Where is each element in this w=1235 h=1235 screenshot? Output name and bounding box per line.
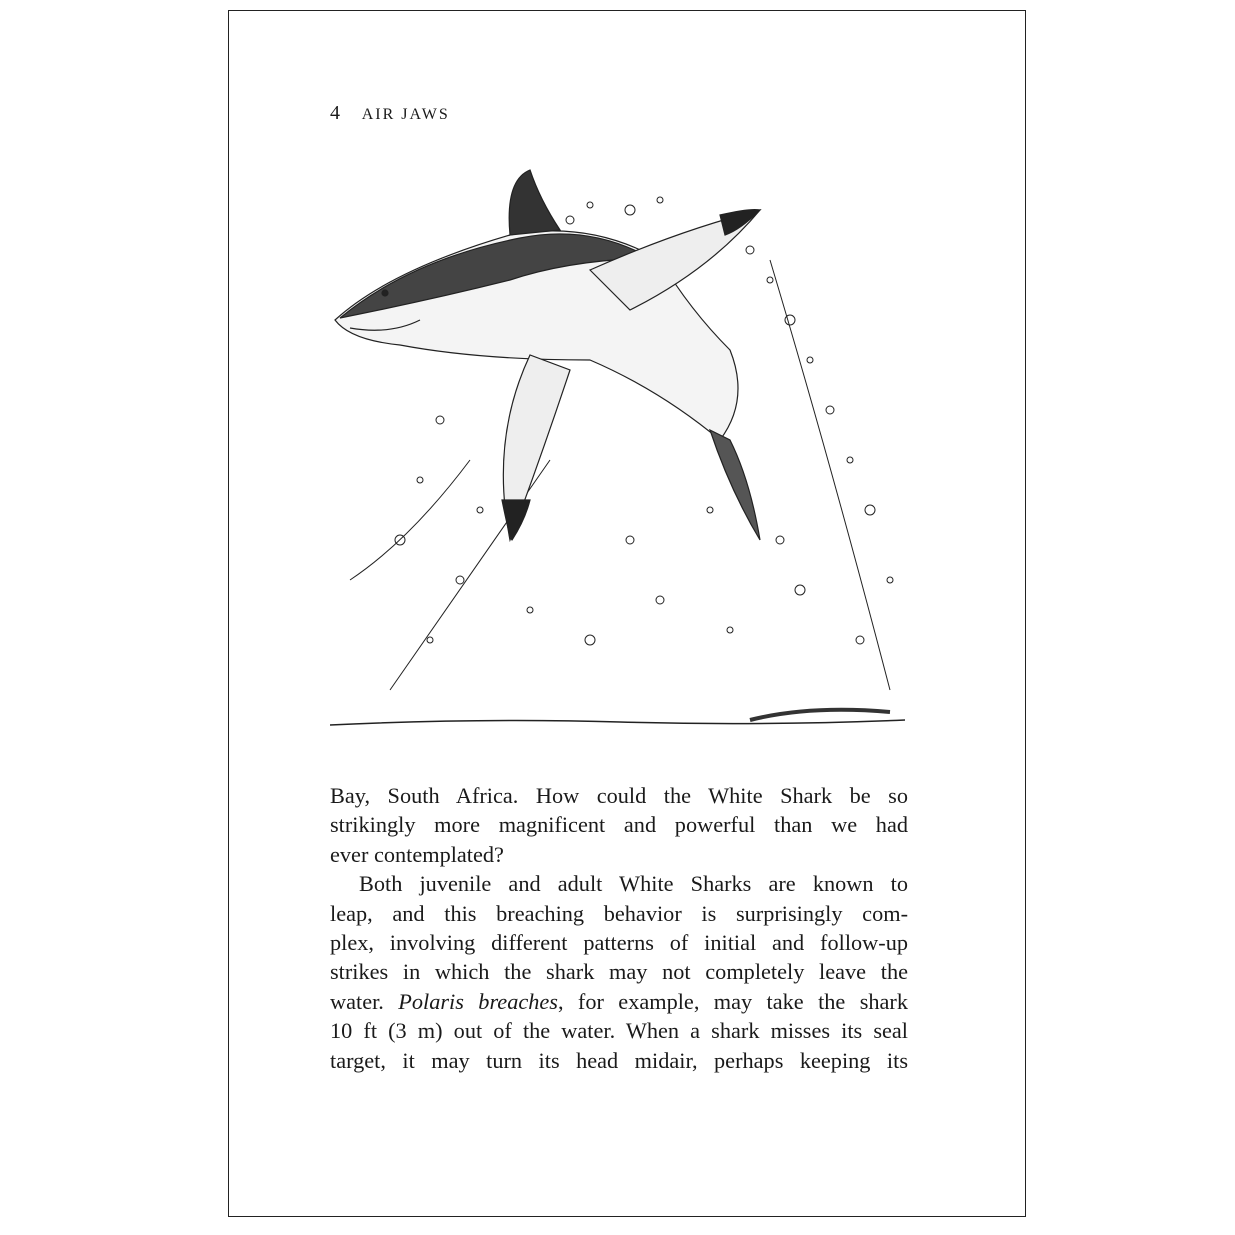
page-number: 4 [330,102,342,124]
text-line: target, it may turn its head midair, perhaps keeping its [330,1047,908,1073]
text-line: strikes in which the shark may not completely leave the [330,959,908,985]
text-line: ever contemplated? [330,841,504,867]
italic-term: Polaris breaches [398,988,558,1014]
body-text [330,781,908,1075]
text-line: Bay, South Africa. How could the White Shark be so [330,783,908,808]
text-line: plex, involving different patterns of initial and follow-up [330,929,908,955]
paragraph-first-line: Both juvenile and adult White Sharks are known to [359,871,908,897]
running-head [330,102,450,125]
text-segment: water. [330,988,399,1014]
text-line: strikingly more magnificent and powerful than we had [330,812,908,838]
text-segment: , for example, may take the shark [557,988,908,1014]
dorsal-fin [509,170,560,235]
text-line [330,987,908,1016]
shark-illustration [330,160,910,745]
chapter-title: AIR JAWS [361,106,450,123]
text-line: 10 ft (3 m) out of the water. When a shark misses its seal [330,1018,908,1044]
text-line: leap, and this breaching behavior is surprisingly com- [330,900,908,926]
water-surface [330,720,905,725]
